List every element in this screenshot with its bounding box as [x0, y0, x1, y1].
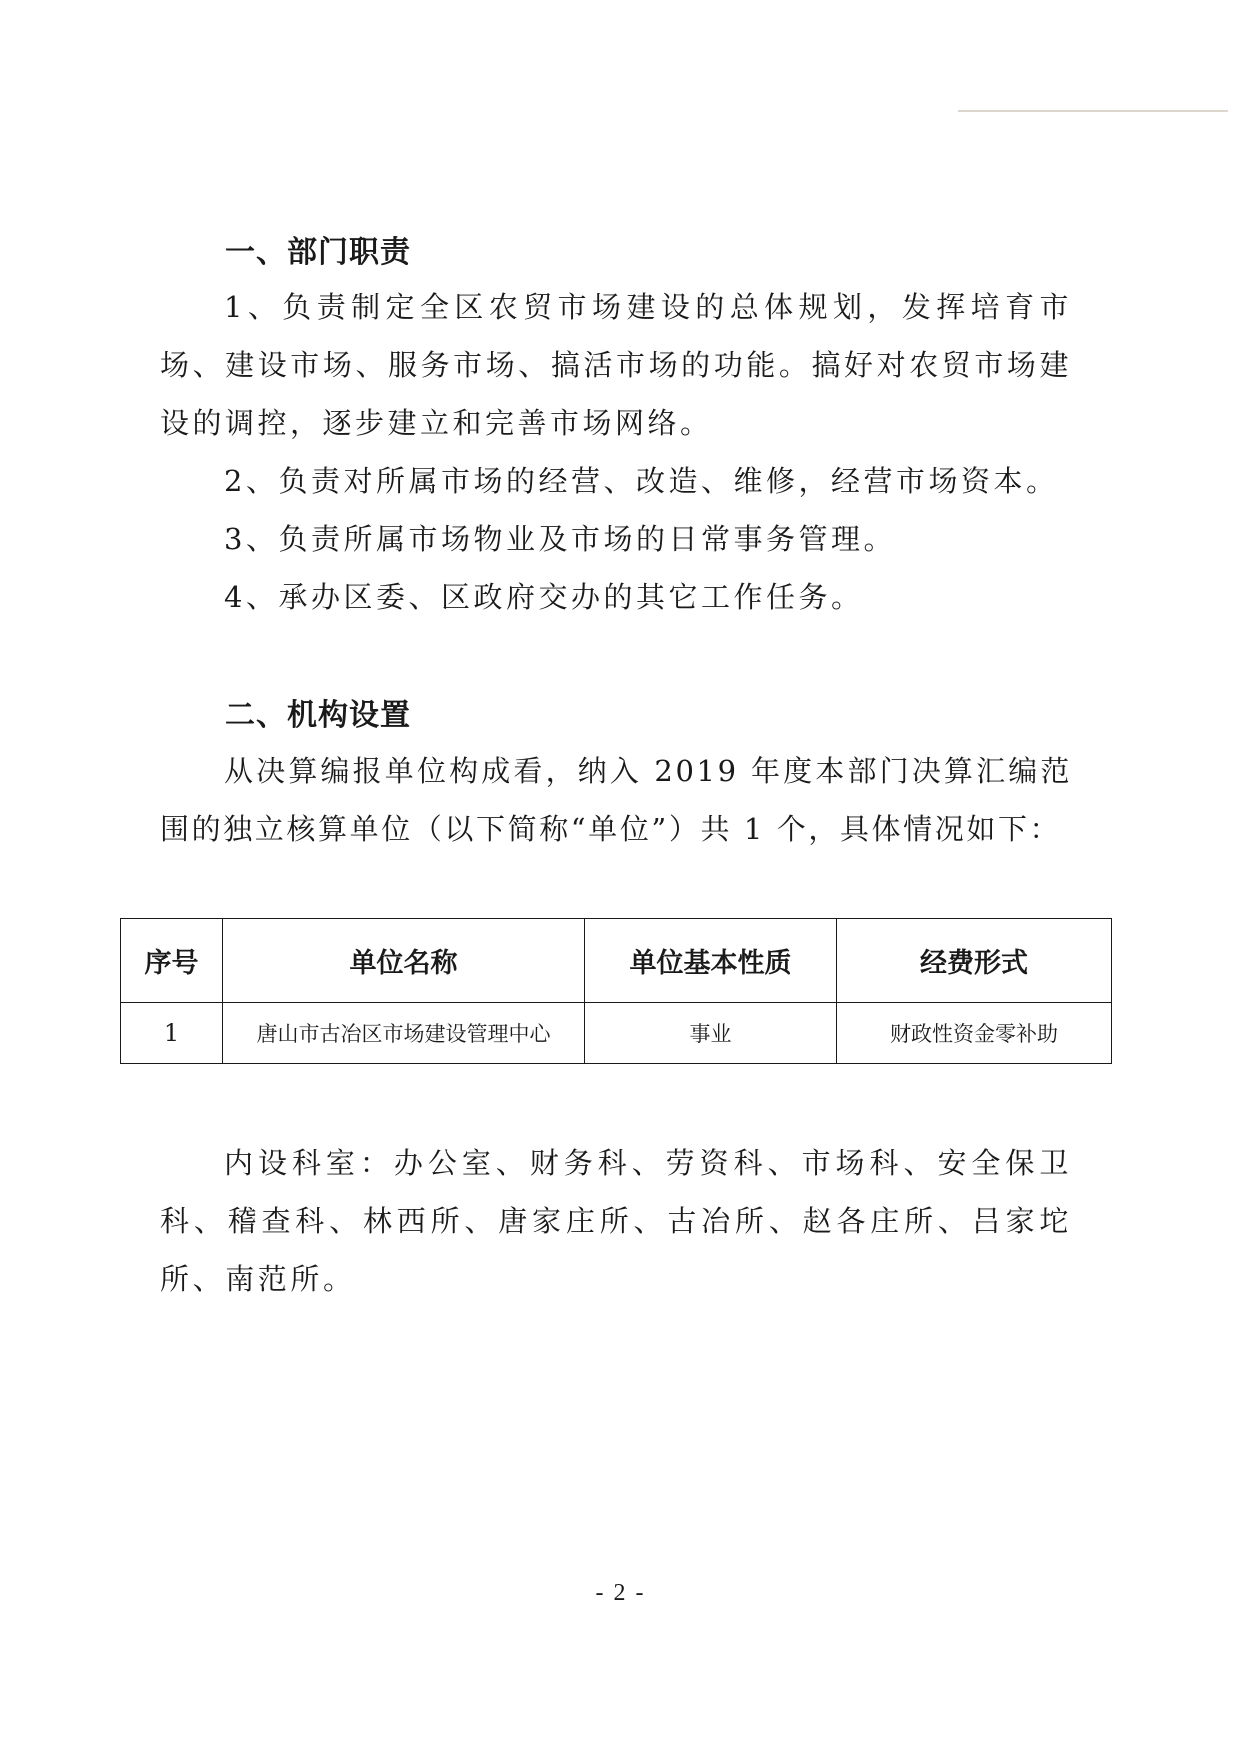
responsibility-item-3: 3、负责所属市场物业及市场的日常事务管理。 — [224, 522, 896, 556]
table-row — [121, 1003, 1112, 1064]
header-rule — [958, 110, 1228, 112]
page-number: - 2 - — [595, 1580, 646, 1606]
responsibility-item-4: 4、承办区委、区政府交办的其它工作任务。 — [224, 580, 864, 614]
section-heading-responsibilities: 一、部门职责 — [225, 235, 411, 270]
unit-table — [120, 918, 1112, 1064]
table-header-unit-name: 单位名称 — [223, 919, 585, 1003]
organization-intro: 从决算编报单位构成看，纳入 2019 年度本部门决算汇编范围的独立核算单位（以下简称“单位”）共 1 个，具体情况如下： — [160, 754, 1072, 846]
internal-departments: 内设科室：办公室、财务科、劳资科、市场科、安全保卫科、稽查科、林西所、唐家庄所、古冶所、赵各庄所、吕家坨所、南范所。 — [160, 1146, 1072, 1296]
section-heading-organization: 二、机构设置 — [225, 698, 411, 733]
responsibility-item-2: 2、负责对所属市场的经营、改造、维修，经营市场资本。 — [224, 464, 1059, 498]
table-header-funding-form: 经费形式 — [837, 919, 1112, 1003]
table-header-index: 序号 — [121, 919, 223, 1003]
table-cell-unit-nature: 事业 — [585, 1003, 837, 1064]
table-header-row — [121, 919, 1112, 1003]
table-cell-index: 1 — [121, 1003, 223, 1064]
table-header-unit-nature: 单位基本性质 — [585, 919, 837, 1003]
responsibility-item-1: 1、负责制定全区农贸市场建设的总体规划，发挥培育市场、建设市场、服务市场、搞活市场的功能。搞好对农贸市场建设的调控，逐步建立和完善市场网络。 — [160, 290, 1072, 440]
table-cell-funding-form: 财政性资金零补助 — [837, 1003, 1112, 1064]
table-cell-unit-name: 唐山市古冶区市场建设管理中心 — [223, 1003, 585, 1064]
